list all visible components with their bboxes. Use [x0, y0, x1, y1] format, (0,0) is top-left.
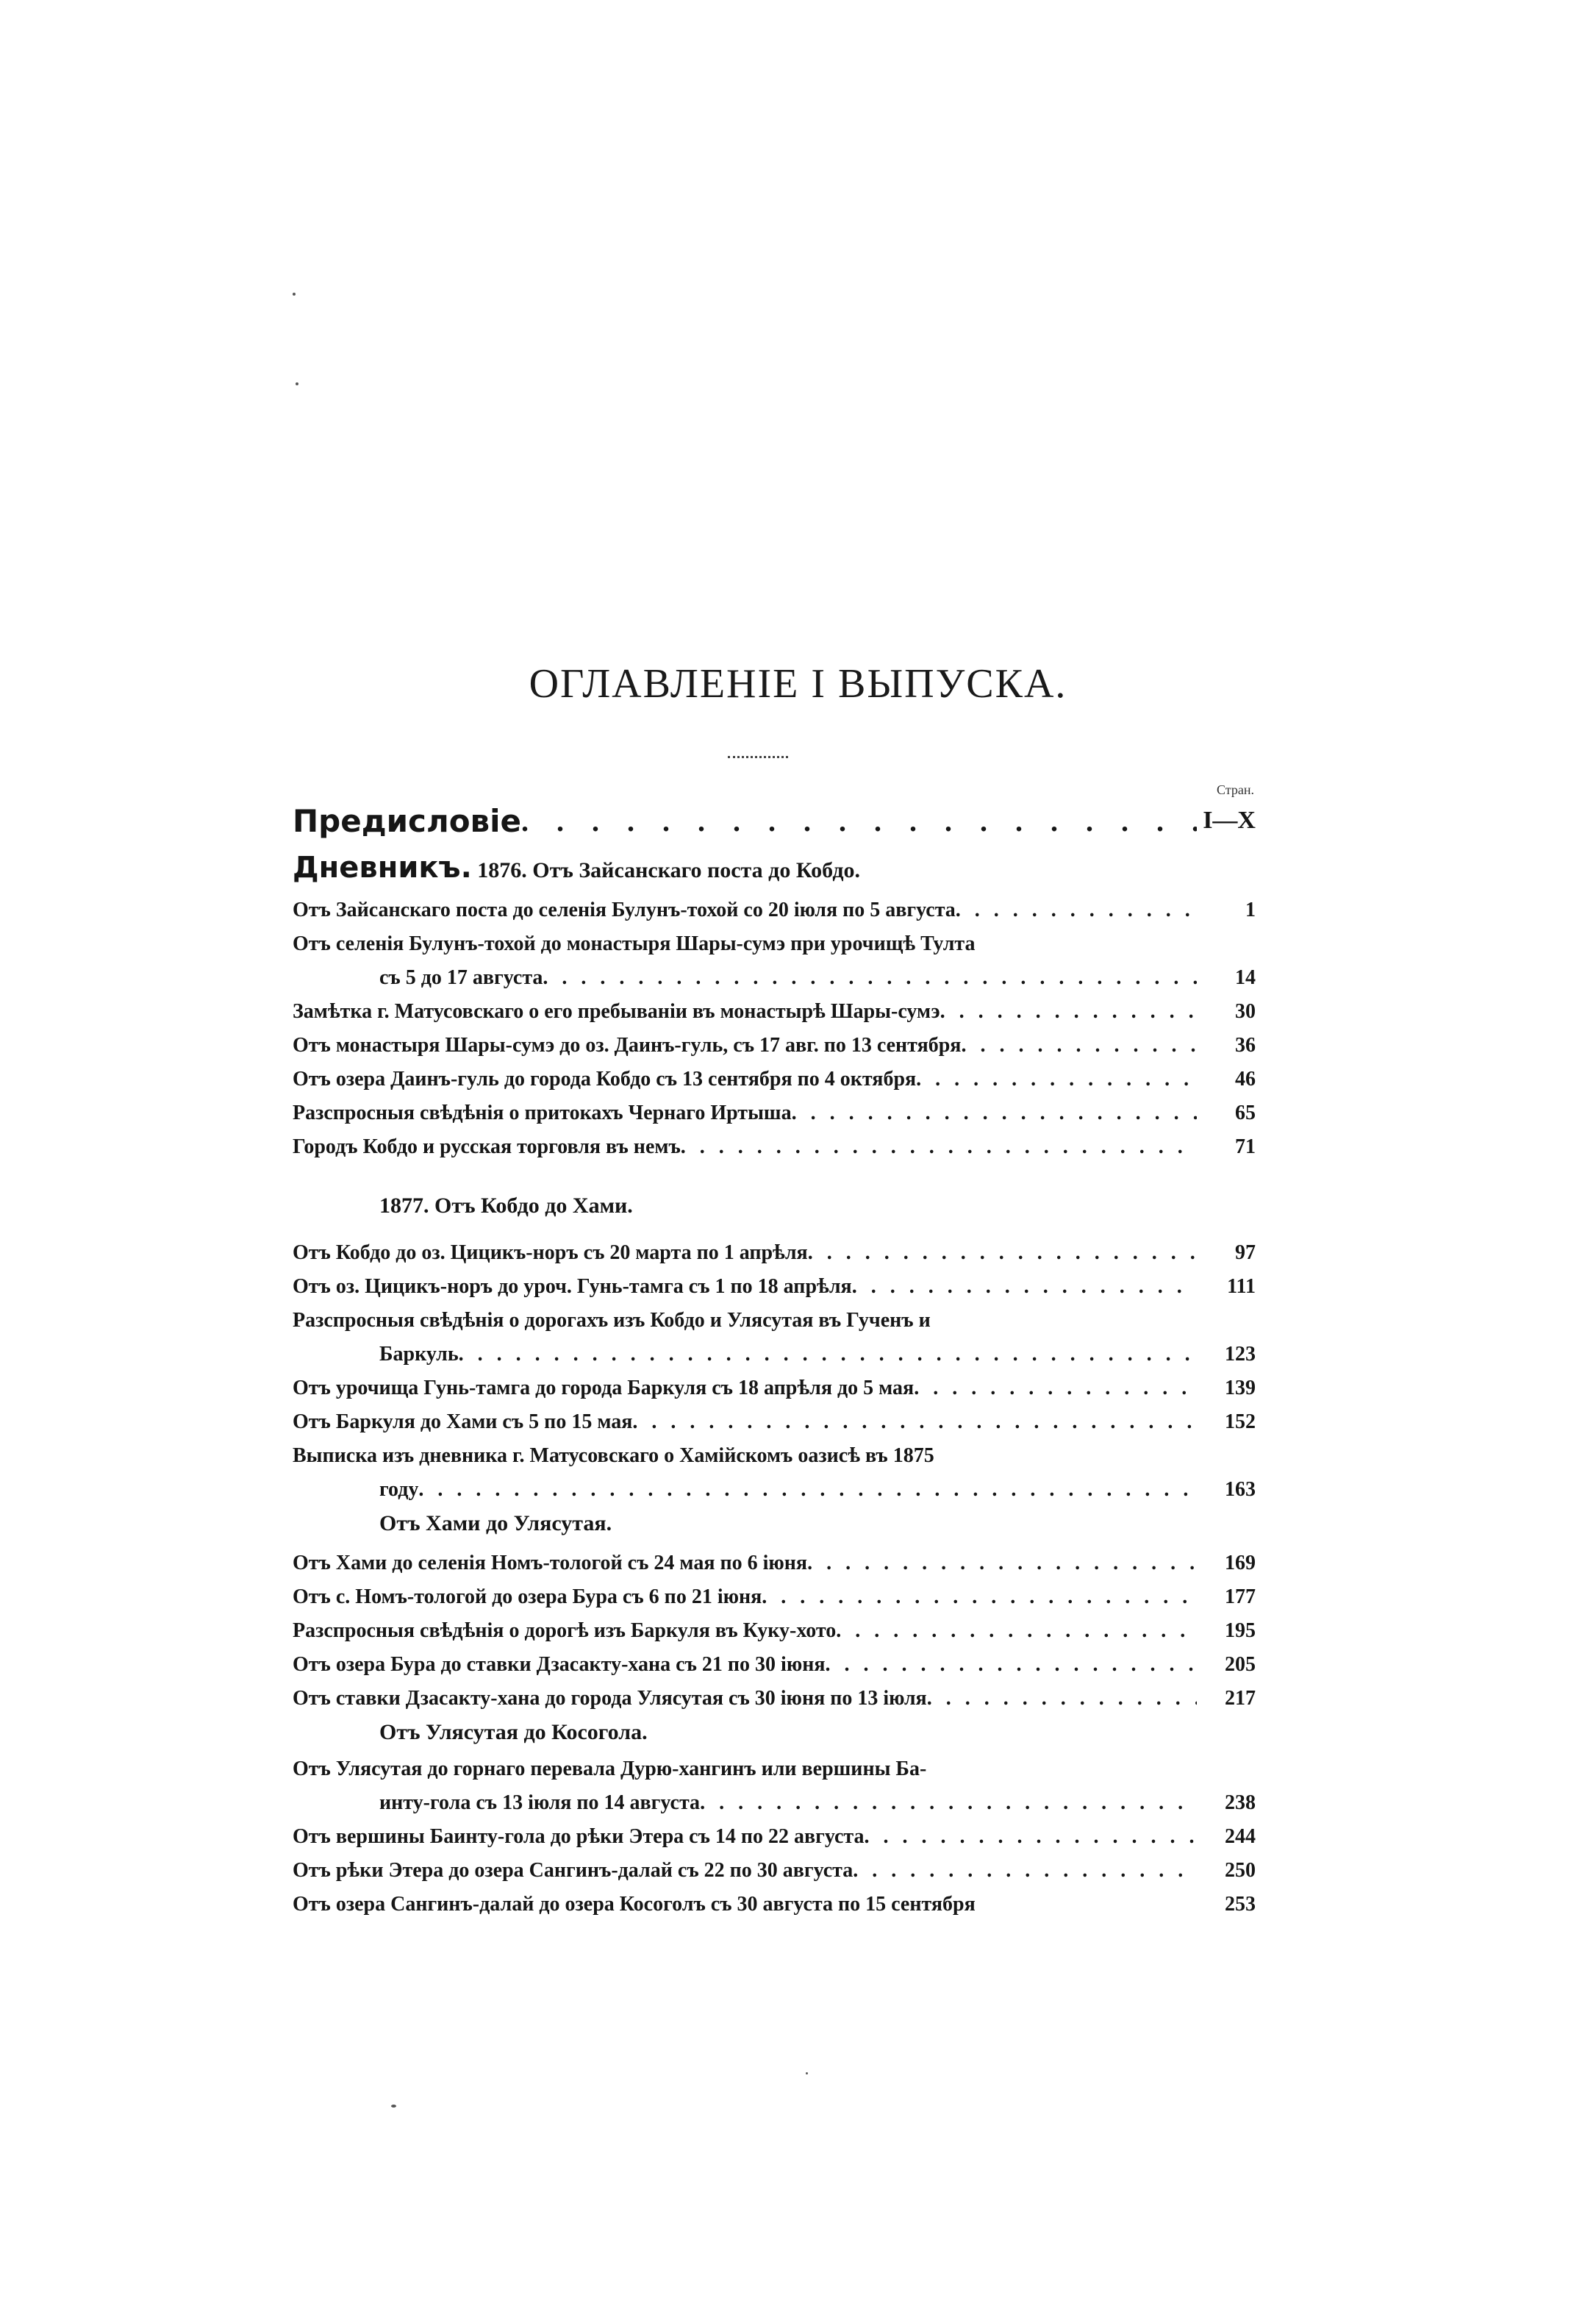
- entry-title: Отъ вершины Баинту-гола до рѣки Этера съ 14 по 22 августа: [293, 1825, 865, 1848]
- entry-title: Разспросныя свѣдѣнія о дорогѣ изъ Баркуля въ Куку-хото: [293, 1619, 837, 1642]
- entry-page: 250: [1225, 1859, 1256, 1882]
- entry-title: Отъ Баркуля до Хами съ 5 по 15 мая: [293, 1410, 633, 1433]
- entry-title-continuation: съ 5 до 17 августа: [379, 966, 543, 989]
- entry-title: Отъ Кобдо до оз. Цицикъ-норъ съ 20 марта по 1 апрѣля: [293, 1241, 808, 1264]
- section-heading-uliasutai: Отъ Улясутая до Косогола.: [379, 1720, 648, 1744]
- scan-speck: [293, 293, 296, 296]
- entry-page: 14: [1235, 966, 1256, 989]
- entry-page: 65: [1235, 1102, 1256, 1124]
- entry-page: 195: [1225, 1619, 1256, 1642]
- toc-entry-preface[interactable]: [293, 797, 1256, 839]
- entry-page: 123: [1225, 1343, 1256, 1366]
- toc-entry[interactable]: [293, 1131, 1256, 1163]
- section-heading-1877: 1877. Отъ Кобдо до Хами.: [379, 1193, 633, 1218]
- entry-page: 169: [1225, 1552, 1256, 1574]
- entry-title: Отъ урочища Гунь-тамга до города Баркуля съ 18 апрѣля до 5 мая: [293, 1377, 915, 1399]
- title-divider: [728, 756, 788, 758]
- diary-heading-word: Дневникъ.: [293, 851, 472, 885]
- toc-entry[interactable]: [293, 894, 1256, 927]
- entry-page: 111: [1227, 1275, 1256, 1298]
- toc-entry[interactable]: [293, 1305, 1256, 1337]
- entry-page: 253: [1225, 1893, 1256, 1916]
- entry-title: Отъ озера Даинъ-гуль до города Кобдо съ 13 сентября по 4 октября: [293, 1068, 917, 1091]
- entry-title: Разспросныя свѣдѣнія о притокахъ Чернаго Иртыша: [293, 1102, 792, 1124]
- toc-entry-continuation[interactable]: [293, 1787, 1256, 1819]
- entry-page: 30: [1235, 1000, 1256, 1023]
- toc-entry[interactable]: [293, 1821, 1256, 1853]
- entry-title: Отъ озера Бура до ставки Дзасакту-хана съ 21 по 30 іюня: [293, 1653, 826, 1676]
- entry-page: 217: [1225, 1687, 1256, 1710]
- scan-speck: [806, 2072, 808, 2074]
- diary-heading-rest: 1876. Отъ Зайсанскаго поста до Кобдо.: [477, 858, 861, 882]
- toc-entry[interactable]: [293, 1440, 1256, 1472]
- toc-entry[interactable]: [293, 1237, 1256, 1269]
- toc-entry[interactable]: [293, 1855, 1256, 1887]
- entry-title: Отъ рѣки Этера до озера Сангинъ-далай съ 22 по 30 августа: [293, 1859, 854, 1882]
- entry-title-continuation: Баркуль: [379, 1343, 459, 1366]
- toc-entry[interactable]: [293, 1753, 1256, 1785]
- toc-entry[interactable]: [293, 1063, 1256, 1096]
- toc-entry[interactable]: [293, 996, 1256, 1028]
- entry-page: 205: [1225, 1653, 1256, 1676]
- entry-title-continuation: году: [379, 1478, 419, 1501]
- entry-page: 71: [1235, 1135, 1256, 1158]
- entry-title: Замѣтка г. Матусовскаго о его пребываніи въ монастырѣ Шары-сумэ: [293, 1000, 940, 1023]
- toc-entry[interactable]: [293, 1097, 1256, 1130]
- toc-entry[interactable]: [293, 1649, 1256, 1681]
- scan-speck: [296, 382, 298, 385]
- toc-entry[interactable]: [293, 1271, 1256, 1303]
- entry-page: 152: [1225, 1410, 1256, 1433]
- entry-page: 238: [1225, 1791, 1256, 1814]
- entry-title: Отъ селенія Булунъ-тохой до монастыря Шары-сумэ при урочищѣ Тулта: [293, 932, 976, 955]
- entry-page: 46: [1235, 1068, 1256, 1091]
- toc-entry[interactable]: [293, 1406, 1256, 1438]
- entry-title: Отъ с. Номъ-тологой до озера Бура съ 6 по 21 іюня: [293, 1585, 762, 1608]
- entry-title: Отъ Улясутая до горнаго перевала Дурю-хангинъ или вершины Ба-: [293, 1758, 927, 1780]
- toc-entry[interactable]: [293, 1030, 1256, 1062]
- entry-page: 36: [1235, 1034, 1256, 1057]
- toc-entry[interactable]: [293, 1615, 1256, 1647]
- entry-title: Разспросныя свѣдѣнія о дорогахъ изъ Кобдо и Улясутая въ Гученъ и: [293, 1309, 931, 1332]
- toc-entry[interactable]: [293, 1683, 1256, 1715]
- toc-entry-continuation[interactable]: [293, 962, 1256, 994]
- entry-page: 1: [1245, 899, 1256, 921]
- toc-entry[interactable]: [293, 1581, 1256, 1613]
- entry-title: Предисловіе: [293, 802, 522, 839]
- entry-page: 244: [1225, 1825, 1256, 1848]
- toc-entry[interactable]: [293, 1372, 1256, 1405]
- entry-title: Отъ ставки Дзасакту-хана до города Улясутая съ 30 іюня по 13 іюля: [293, 1687, 927, 1710]
- toc-entry-continuation[interactable]: [293, 1474, 1256, 1506]
- section-heading-hami: Отъ Хами до Улясутая.: [379, 1511, 612, 1535]
- diary-heading: [293, 850, 860, 885]
- entry-title: Отъ монастыря Шары-сумэ до оз. Даинъ-гуль, съ 17 авг. по 13 сентября: [293, 1034, 962, 1057]
- entry-page: 163: [1225, 1478, 1256, 1501]
- entry-title: Отъ Зайсанскаго поста до селенія Булунъ-тохой со 20 іюля по 5 августа: [293, 899, 956, 921]
- entry-title: Городъ Кобдо и русская торговля въ немъ: [293, 1135, 681, 1158]
- entry-page: 177: [1225, 1585, 1256, 1608]
- toc-entry-continuation[interactable]: [293, 1338, 1256, 1371]
- entry-title-continuation: инту-гола съ 13 іюля по 14 августа: [379, 1791, 701, 1814]
- page-title: ОГЛАВЛЕНІЕ I ВЫПУСКА.: [529, 661, 1067, 707]
- entry-title: Отъ озера Сангинъ-далай до озера Косоголъ съ 30 августа по 15 сентября: [293, 1893, 976, 1916]
- page-column-label: Стран.: [1217, 782, 1254, 797]
- entry-title: Выписка изъ дневника г. Матусовскаго о Хамійскомъ оазисѣ въ 1875: [293, 1444, 934, 1467]
- toc-entry[interactable]: [293, 1888, 1256, 1921]
- entry-page: 97: [1235, 1241, 1256, 1264]
- entry-title: Отъ Хами до селенія Номъ-тологой съ 24 мая по 6 іюня: [293, 1552, 808, 1574]
- toc-entry[interactable]: [293, 1547, 1256, 1580]
- entry-title: Отъ оз. Цицикъ-норъ до уроч. Гунь-тамга съ 1 по 18 апрѣля: [293, 1275, 852, 1298]
- entry-page: 139: [1225, 1377, 1256, 1399]
- scan-speck: [391, 2105, 396, 2108]
- entry-page: I—X: [1203, 807, 1256, 834]
- toc-entry[interactable]: [293, 928, 1256, 960]
